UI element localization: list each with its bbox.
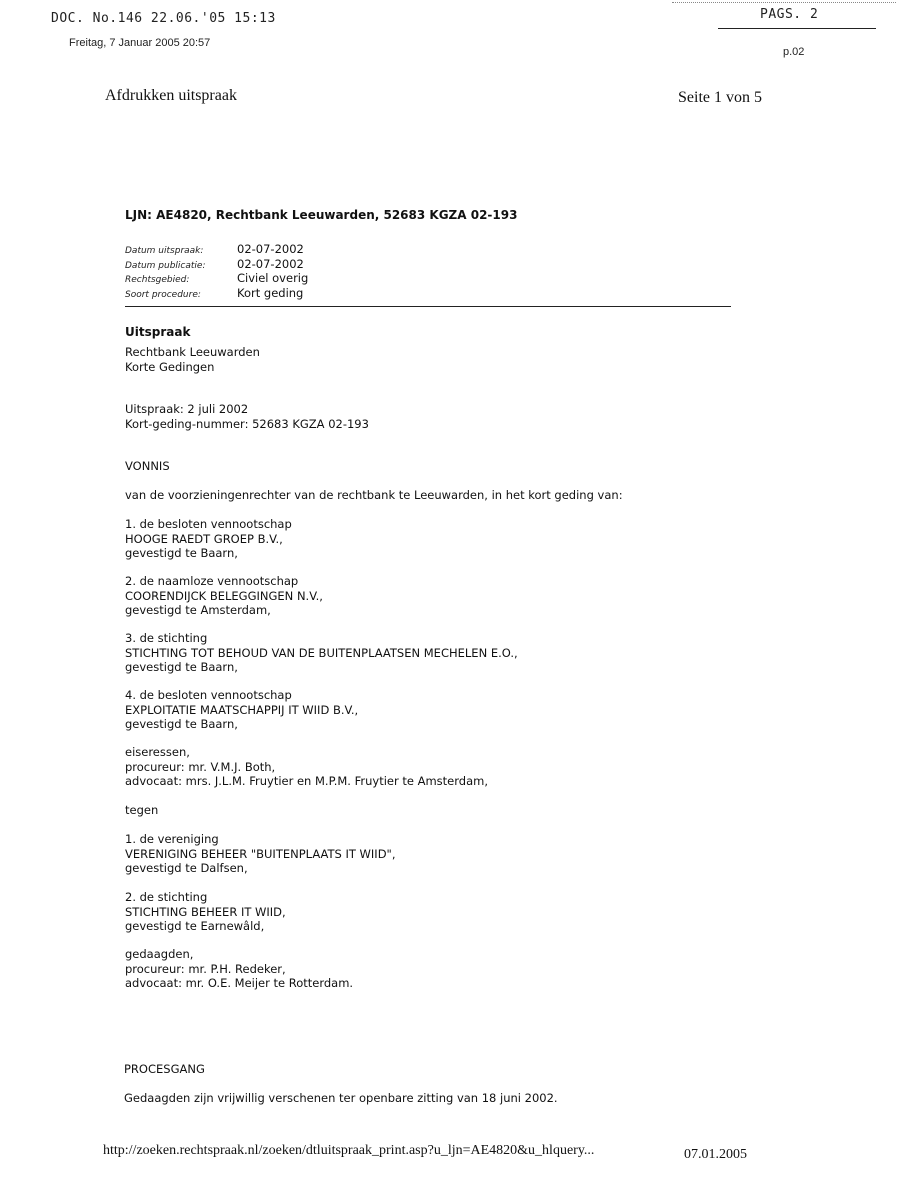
party-seat: gevestigd te Baarn, <box>125 546 238 560</box>
party-seat: gevestigd te Dalfsen, <box>125 861 248 875</box>
party-name: STICHTING TOT BEHOUD VAN DE BUITENPLAATSEN MECHELEN E.O., <box>125 645 518 660</box>
rep-line: eiseressen, <box>125 745 190 759</box>
party-type: 2. de naamloze vennootschap <box>125 574 299 588</box>
court-line: Korte Gedingen <box>125 359 215 374</box>
party-seat: gevestigd te Baarn, <box>125 717 238 731</box>
party-type: 2. de stichting <box>125 890 208 904</box>
party-seat: gevestigd te Earnewâld, <box>125 919 265 933</box>
fax-doc-line: DOC. No.146 22.06.'05 15:13 <box>51 11 276 26</box>
party-name: HOOGE RAEDT GROEP B.V., <box>125 531 283 546</box>
fax-header-rule <box>718 28 876 29</box>
procesgang-heading: PROCESGANG <box>124 1062 205 1076</box>
meta-label: Soort procedure: <box>125 289 201 300</box>
party-type: 1. de besloten vennootschap <box>125 517 292 531</box>
fax-page-code: p.02 <box>783 46 805 58</box>
party-type: 3. de stichting <box>125 631 208 645</box>
rep-line: procureur: mr. V.M.J. Both, <box>125 759 276 774</box>
tegen-line: tegen <box>125 803 159 817</box>
section-heading: Uitspraak <box>125 325 191 339</box>
claimant-representatives <box>125 745 488 789</box>
meta-label: Datum uitspraak: <box>125 246 204 256</box>
footer-url: http://zoeken.rechtspraak.nl/zoeken/dtluitspraak_print.asp?u_ljn=AE4820&u_hlquery... <box>103 1143 595 1158</box>
meta-value: 02-07-2002 <box>237 256 304 271</box>
intro-line: van de voorzieningenrechter van de rechtbank te Leeuwarden, in het kort geding van: <box>125 488 623 502</box>
party-name: EXPLOITATIE MAATSCHAPPIJ IT WIID B.V., <box>125 702 359 717</box>
case-separator-rule <box>125 306 731 307</box>
ruling-line: Uitspraak: 2 juli 2002 <box>125 402 249 416</box>
meta-label: Datum publicatie: <box>125 260 206 271</box>
defendant-1 <box>125 832 396 876</box>
case-title: LJN: AE4820, Rechtbank Leeuwarden, 52683 KGZA 02-193 <box>125 208 518 222</box>
rep-line: gedaagden, <box>125 947 194 961</box>
meta-label: Rechtsgebied: <box>125 275 190 285</box>
party-name: STICHTING BEHEER IT WIID, <box>125 904 286 919</box>
meta-row <box>125 253 308 271</box>
claimant-4 <box>125 688 358 732</box>
fax-page-count: PAGS. 2 <box>760 7 819 22</box>
meta-value: 02-07-2002 <box>237 242 304 256</box>
party-seat: gevestigd te Baarn, <box>125 660 238 674</box>
defendant-representatives <box>125 947 353 991</box>
court-line: Rechtbank Leeuwarden <box>125 345 260 359</box>
print-header-page: Seite 1 von 5 <box>678 89 762 106</box>
meta-row <box>125 238 308 256</box>
vonnis-heading: VONNIS <box>125 459 170 473</box>
fax-top-dotted-line <box>672 2 896 3</box>
party-name: COORENDIJCK BELEGGINGEN N.V., <box>125 588 323 603</box>
rep-line: advocaat: mr. O.E. Meijer te Rotterdam. <box>125 976 354 990</box>
party-name: VERENIGING BEHEER "BUITENPLAATS IT WIID", <box>125 846 396 861</box>
ruling-line: Kort-geding-nummer: 52683 KGZA 02-193 <box>125 416 369 431</box>
footer-date: 07.01.2005 <box>684 1147 747 1162</box>
meta-value: Kort geding <box>237 285 304 300</box>
rep-line: procureur: mr. P.H. Redeker, <box>125 961 286 976</box>
court-block <box>125 345 260 374</box>
meta-row <box>125 267 309 285</box>
party-seat: gevestigd te Amsterdam, <box>125 603 271 617</box>
print-header-title: Afdrukken uitspraak <box>105 87 237 104</box>
ruling-block <box>125 402 369 431</box>
rep-line: advocaat: mrs. J.L.M. Fruytier en M.P.M. Fruytier te Amsterdam, <box>125 774 488 788</box>
claimant-3 <box>125 631 518 675</box>
claimant-1 <box>125 517 292 561</box>
case-meta <box>125 238 309 300</box>
procesgang-text: Gedaagden zijn vrijwillig verschenen ter openbare zitting van 18 juni 2002. <box>124 1091 558 1105</box>
meta-value: Civiel overig <box>237 271 309 285</box>
defendant-2 <box>125 890 286 934</box>
claimant-2 <box>125 574 323 618</box>
party-type: 1. de vereniging <box>125 832 219 846</box>
fax-date: Freitag, 7 Januar 2005 20:57 <box>69 37 211 49</box>
meta-row <box>125 282 308 300</box>
party-type: 4. de besloten vennootschap <box>125 688 292 702</box>
